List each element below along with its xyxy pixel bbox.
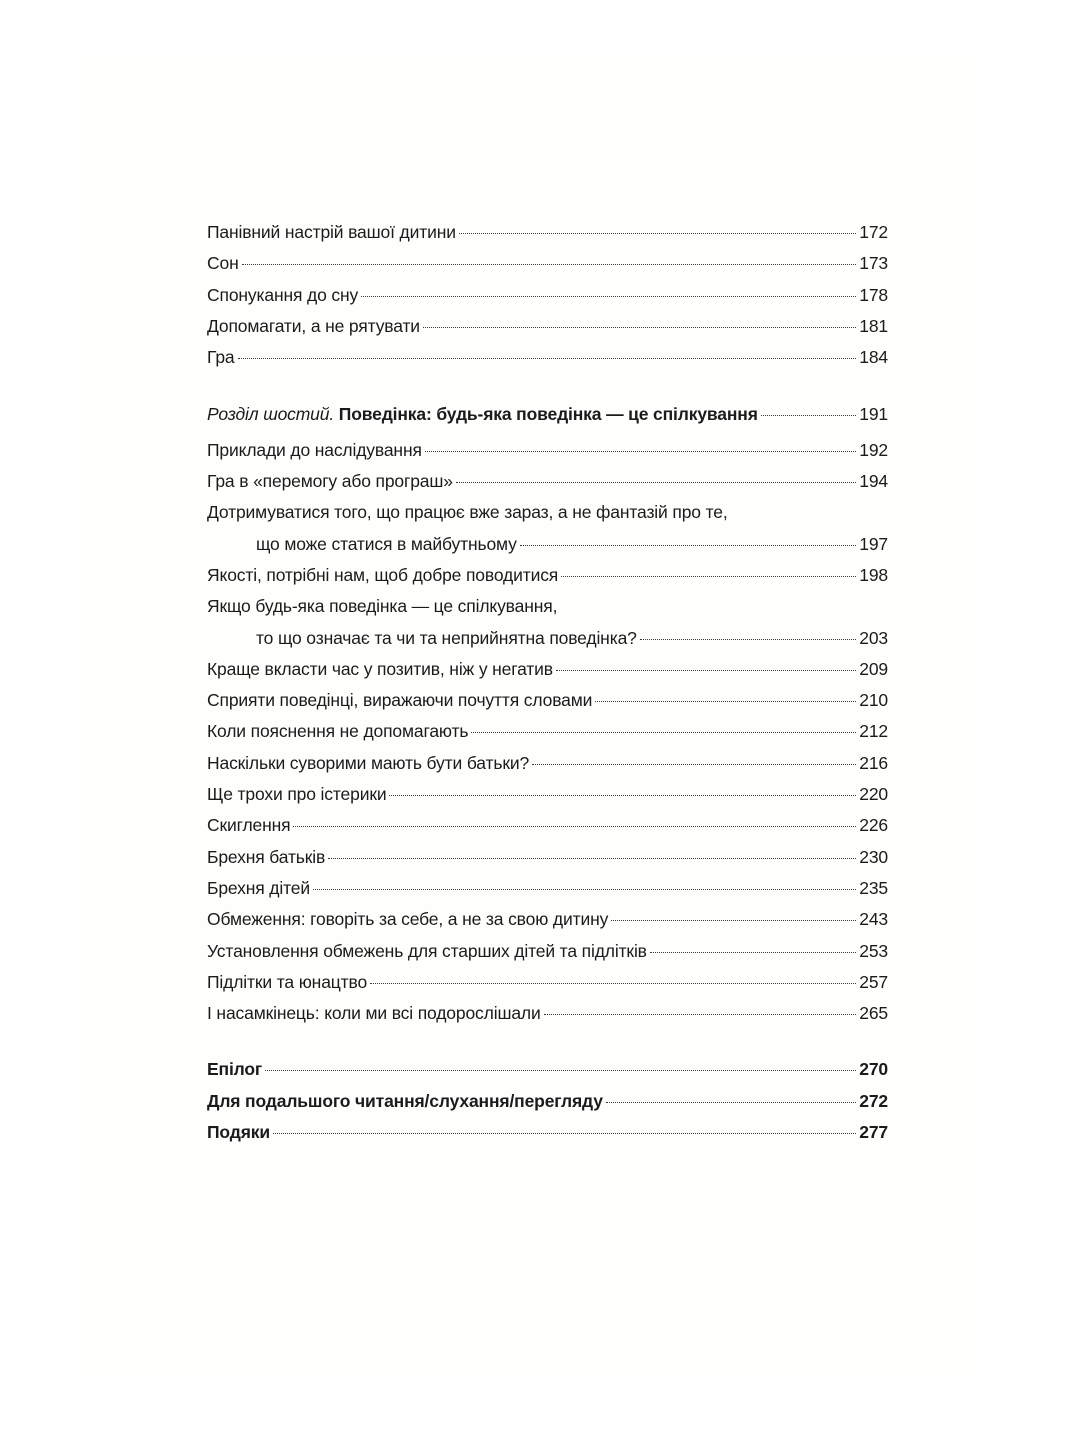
toc-entry <box>207 904 888 935</box>
toc-entry <box>207 779 888 810</box>
dot-leader <box>520 545 857 546</box>
toc-entry <box>207 654 888 685</box>
toc-entry-title: Гра <box>207 347 235 368</box>
chapter-heading <box>207 399 888 430</box>
toc-entry <box>207 217 888 248</box>
toc-entry-page: 192 <box>859 439 888 460</box>
dot-leader <box>242 264 857 265</box>
toc-entry-page: 257 <box>859 971 888 992</box>
toc-entry <box>207 842 888 873</box>
toc-entry <box>207 967 888 998</box>
dot-leader <box>361 296 856 297</box>
toc-entry-title-line2: що може статися в майбутньому <box>256 533 517 554</box>
dot-leader <box>273 1133 856 1134</box>
toc-entry-back-matter <box>207 1086 888 1117</box>
toc-entry-title: Сон <box>207 253 239 274</box>
toc-entry-title: Спонукання до сну <box>207 284 359 305</box>
dot-leader <box>370 983 856 984</box>
toc-entry-title: Наскільки суворими мають бути батьки? <box>207 752 530 773</box>
toc-entry-page: 209 <box>859 658 888 679</box>
toc-entry <box>207 716 888 747</box>
toc-entry-title: Подяки <box>207 1122 270 1143</box>
toc-entry-title-line1: Якщо будь-яка поведінка — це спілкування, <box>207 596 558 617</box>
toc-entry-title: Брехня дітей <box>207 877 310 898</box>
toc-entry <box>207 342 888 373</box>
toc-entry-page: 212 <box>859 721 888 742</box>
spacer <box>207 373 888 399</box>
dot-leader <box>761 415 856 416</box>
toc-entry-page: 172 <box>859 222 888 242</box>
toc-entry-title: Якості, потрібні нам, щоб добре поводитися <box>207 564 559 585</box>
chapter-page: 191 <box>859 404 888 425</box>
toc-entry-page: 194 <box>859 471 888 492</box>
toc-entry-page: 184 <box>859 347 888 368</box>
dot-leader <box>423 327 856 328</box>
dot-leader <box>459 233 856 234</box>
toc-entry <box>207 529 888 560</box>
toc-entry <box>207 280 888 311</box>
toc-entry-page: 181 <box>859 315 888 336</box>
dot-leader <box>556 670 856 671</box>
dot-leader <box>238 358 857 359</box>
toc-entry <box>207 560 888 591</box>
toc-entry <box>207 685 888 716</box>
toc-entry-title: І насамкінець: коли ми всі подорослішали <box>207 1003 541 1024</box>
dot-leader <box>640 639 856 640</box>
toc-entry <box>207 466 888 497</box>
toc-entry-title: Установлення обмежень для старших дітей та підлітків <box>207 940 647 961</box>
dot-leader <box>471 732 856 733</box>
chapter-title: Поведінка: будь-яка поведінка — це спілкування <box>338 404 758 425</box>
toc-entry-title: Брехня батьків <box>207 846 326 867</box>
dot-leader <box>456 482 856 483</box>
toc-entry-back-matter <box>207 1054 888 1085</box>
toc-entry-title: Скиглення <box>207 815 291 836</box>
toc-entry-page: 272 <box>859 1090 888 1111</box>
chapter-heading-text <box>207 399 758 430</box>
toc-entry-page: 173 <box>859 253 888 274</box>
chapter-label: Розділ шостий. <box>207 404 335 425</box>
toc-entry-title: Підлітки та юнацтво <box>207 971 368 992</box>
spacer <box>207 1029 888 1054</box>
dot-leader <box>595 701 856 702</box>
toc-entry <box>207 810 888 841</box>
toc-entry-page: 265 <box>859 1003 888 1024</box>
toc-entry-page: 198 <box>859 564 888 585</box>
toc-entry-page: 270 <box>859 1059 888 1080</box>
toc-entry-page: 243 <box>859 909 888 930</box>
toc-entry-title: Допомагати, а не рятувати <box>207 315 420 336</box>
toc-entry-page: 203 <box>859 627 888 648</box>
dot-leader <box>544 1014 857 1015</box>
toc-entry <box>207 435 888 466</box>
toc-entry-page: 197 <box>859 533 888 554</box>
toc-entry-title: Для подальшого читання/слухання/перегляду <box>207 1090 603 1111</box>
toc-entry-page: 253 <box>859 940 888 961</box>
dot-leader <box>313 889 856 890</box>
dot-leader <box>293 826 856 827</box>
toc-entry-title: Сприяти поведінці, виражаючи почуття словами <box>207 690 593 711</box>
toc-entry-title: Епілог <box>207 1059 263 1080</box>
dot-leader <box>611 920 856 921</box>
toc-entry-title: Коли пояснення не допомагають <box>207 721 469 742</box>
dot-leader <box>425 451 856 452</box>
dot-leader <box>389 795 856 796</box>
toc-entry-page: 277 <box>859 1122 888 1143</box>
toc-entry-title: Обмеження: говоріть за себе, а не за свою дитину <box>207 909 609 930</box>
toc-entry <box>207 873 888 904</box>
toc-entry <box>207 936 888 967</box>
toc-entry-title-line2: то що означає та чи та неприйнятна поведінка? <box>256 627 637 648</box>
toc-entry <box>207 248 888 279</box>
toc-entry-title: Гра в «перемогу або програш» <box>207 471 453 492</box>
toc-entry <box>207 748 888 779</box>
toc-entry <box>207 623 888 654</box>
toc-entry <box>207 998 888 1029</box>
dot-leader <box>265 1070 856 1071</box>
dot-leader <box>328 858 856 859</box>
toc-entry-title-line1: Дотримуватися того, що працює вже зараз, а не фантазій про те, <box>207 502 728 523</box>
toc-entry-page: 230 <box>859 846 888 867</box>
toc-entry-page: 178 <box>859 284 888 305</box>
toc-entry-page: 220 <box>859 784 888 805</box>
toc-entry-page: 235 <box>859 877 888 898</box>
toc-entry <box>207 311 888 342</box>
toc-entry-back-matter <box>207 1117 888 1148</box>
table-of-contents <box>207 217 888 1148</box>
toc-entry-page: 226 <box>859 815 888 836</box>
toc-entry-page: 216 <box>859 752 888 773</box>
dot-leader <box>561 576 856 577</box>
toc-entry-title: Панівний настрій вашої дитини <box>207 222 456 242</box>
dot-leader <box>532 764 856 765</box>
toc-entry-title: Ще трохи про істерики <box>207 784 387 805</box>
dot-leader <box>650 952 856 953</box>
toc-entry-title: Краще вкласти час у позитив, ніж у негатив <box>207 658 553 679</box>
toc-entry-title: Приклади до наслідування <box>207 439 422 460</box>
toc-entry-page: 210 <box>859 690 888 711</box>
dot-leader <box>606 1102 856 1103</box>
